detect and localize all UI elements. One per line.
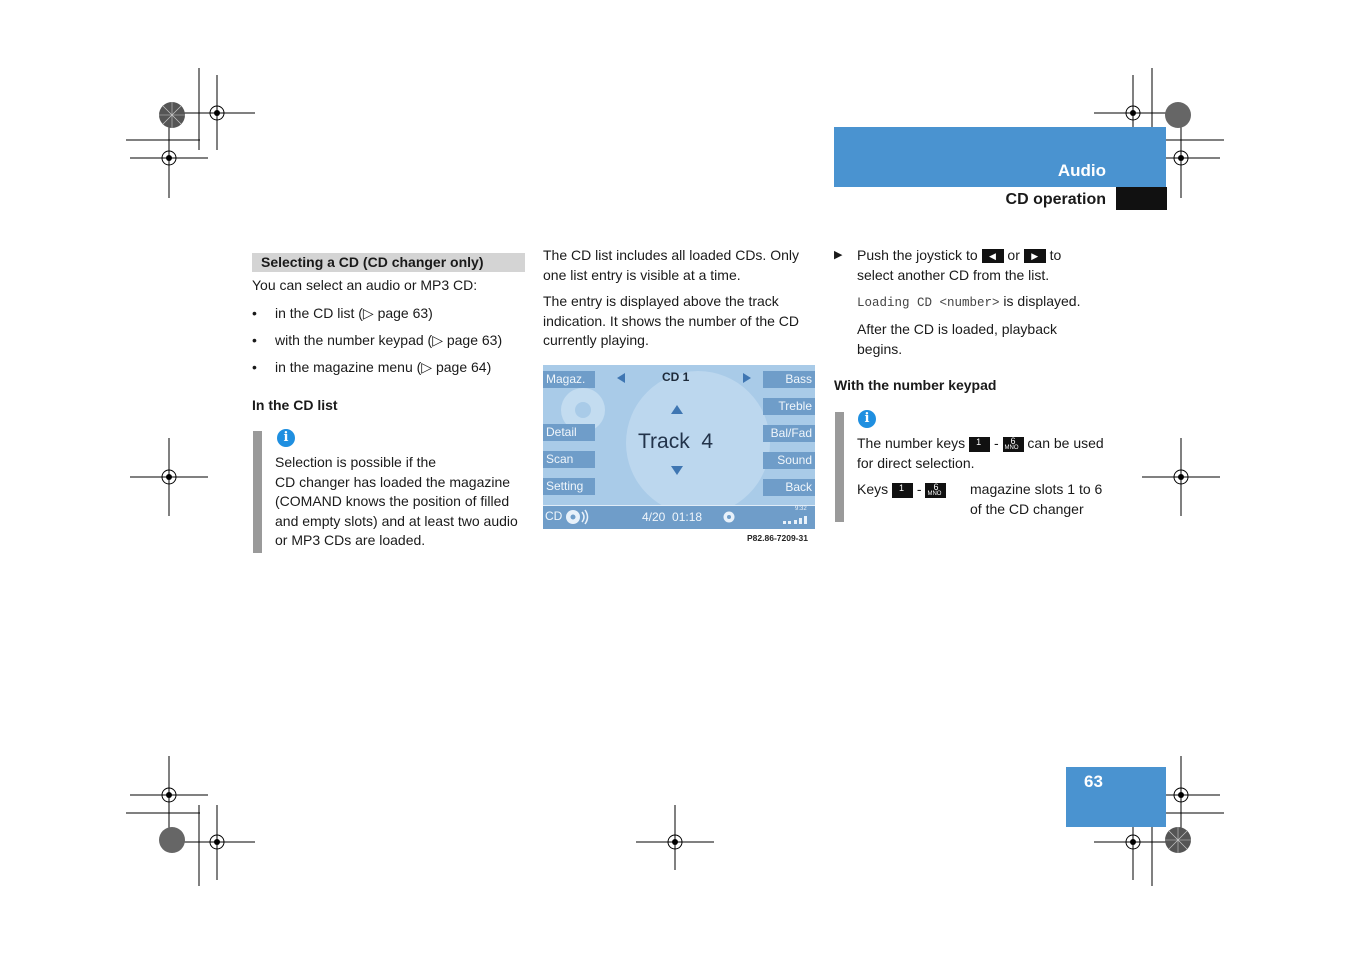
step-instruction: ▶ Push the joystick to ◀ or ▶ to select another CD from the list. [834,247,1062,283]
screen-status-bar [543,506,815,529]
bullet-link-number-keypad[interactable]: with the number keypad (▷ page 63) [275,332,503,348]
cd-list-paragraph: The CD list includes all loaded CDs. Only one list entry is visible at a time. [543,247,799,283]
signal-icon [783,515,813,525]
page-number-box [1066,767,1166,827]
screen-cd-mode: CD [545,509,563,523]
screen-clock: 9:32 [795,506,807,512]
comand-screen-image [543,365,815,529]
screen-btn-detail: Detail [543,424,595,441]
joystick-left-icon: ◀ [982,249,1004,263]
keypad-info-text: The number keys 1 - 6 MNO can be used for direct selection. [857,435,1104,471]
screen-btn-scan: Scan [543,451,595,468]
screen-cd-label: CD 1 [662,370,690,384]
screen-btn-treble: Treble [763,398,815,415]
section-heading: Selecting a CD (CD changer only) [252,253,525,272]
subsection-title: CD operation [1005,191,1106,208]
header-banner [834,127,1166,187]
intro-text: You can select an audio or MP3 CD: [252,277,478,293]
random-icon [723,511,735,523]
keys-table-row: Keys 1 - 6 MNO [857,480,1117,500]
screen-btn-bass: Bass [763,371,815,388]
figure-caption: P82.86-7209-31 [747,533,808,543]
list-item: • in the CD list (▷ page 63) [252,305,433,321]
bullet-link-cd-list[interactable]: in the CD list (▷ page 63) [275,305,433,321]
step-arrow-icon: ▶ [834,249,843,261]
key-1-icon: 1 [969,437,990,452]
screen-btn-sound: Sound [763,452,815,469]
info-icon-keypad: i [858,410,876,428]
bullet-link-magazine-menu[interactable]: in the magazine menu (▷ page 64) [275,359,492,375]
info-text: Selection is possible if the CD changer has loaded the magazine (COMAND knows the position of filled and empty slots) and at least two audio or MP3 CDs are loaded. [275,454,518,548]
bullet-list [252,304,532,385]
screen-btn-back: Back [763,479,815,496]
subheading-number-keypad: With the number keypad [834,377,997,393]
screen-btn-balfad: Bal/Fad [763,425,815,442]
key-6-mno-icon: 6 MNO [1003,437,1024,452]
subheading-cd-list: In the CD list [252,397,338,413]
screen-track-label: Track 4 [638,430,714,453]
key-1-icon: 1 [892,483,913,498]
info-bar [253,431,262,553]
keys-description: magazine slots 1 to 6 of the CD changer [970,481,1103,517]
joystick-right-icon: ▶ [1024,249,1046,263]
section-title: Audio [1057,161,1106,180]
loading-message: Loading CD <number> is displayed. [857,293,1081,310]
header-tab-marker [1116,187,1167,210]
page-number: 63 [1084,772,1103,791]
screen-track-time: 4/20 01:18 [642,510,703,524]
disc-icon [565,509,591,525]
info-icon: i [277,429,295,447]
info-bar-keypad [835,412,844,522]
loading-display-text: Loading CD <number> [857,296,1000,310]
after-load-text: After the CD is loaded, playback begins. [857,321,1057,357]
screen-btn-magaz: Magaz. [543,371,595,388]
list-item: • with the number keypad (▷ page 63) [252,332,503,348]
list-item: • in the magazine menu (▷ page 64) [252,359,492,375]
screen-btn-setting: Setting [543,478,595,495]
entry-paragraph: The entry is displayed above the track indication. It shows the number of the CD currently playing. [543,293,800,348]
key-6-mno-icon: 6 MNO [925,483,946,498]
